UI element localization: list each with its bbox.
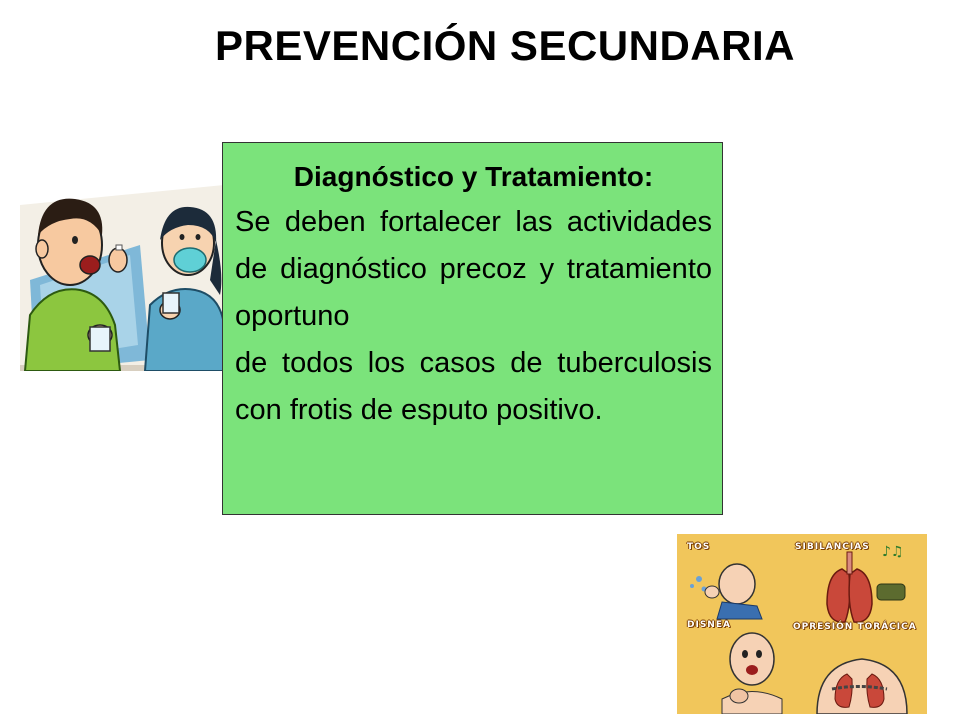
symptom-label-wheezing: SIBILANCIAS (795, 542, 870, 552)
diagnosis-treatment-box (222, 142, 723, 515)
symptoms-illustration (677, 534, 927, 714)
info-box-paragraph-1: Se deben fortalecer las actividades de diagnóstico precoz y tratamiento oportuno (235, 206, 712, 332)
clinic-illustration (20, 185, 224, 371)
symptom-label-cough: TOS (687, 542, 711, 552)
info-box-paragraph-2: de todos los casos de tuberculosis con frotis de esputo positivo. (235, 347, 712, 426)
info-box-heading: Diagnóstico y Tratamiento: (293, 161, 654, 192)
symptom-label-chest-tightness: OPRESIÓN TORÁCICA (793, 622, 917, 632)
symptom-label-dyspnea: DISNEA (687, 620, 731, 630)
svg-text:♪♫: ♪♫ (882, 544, 904, 560)
slide-title: PREVENCIÓN SECUNDARIA (215, 22, 795, 69)
